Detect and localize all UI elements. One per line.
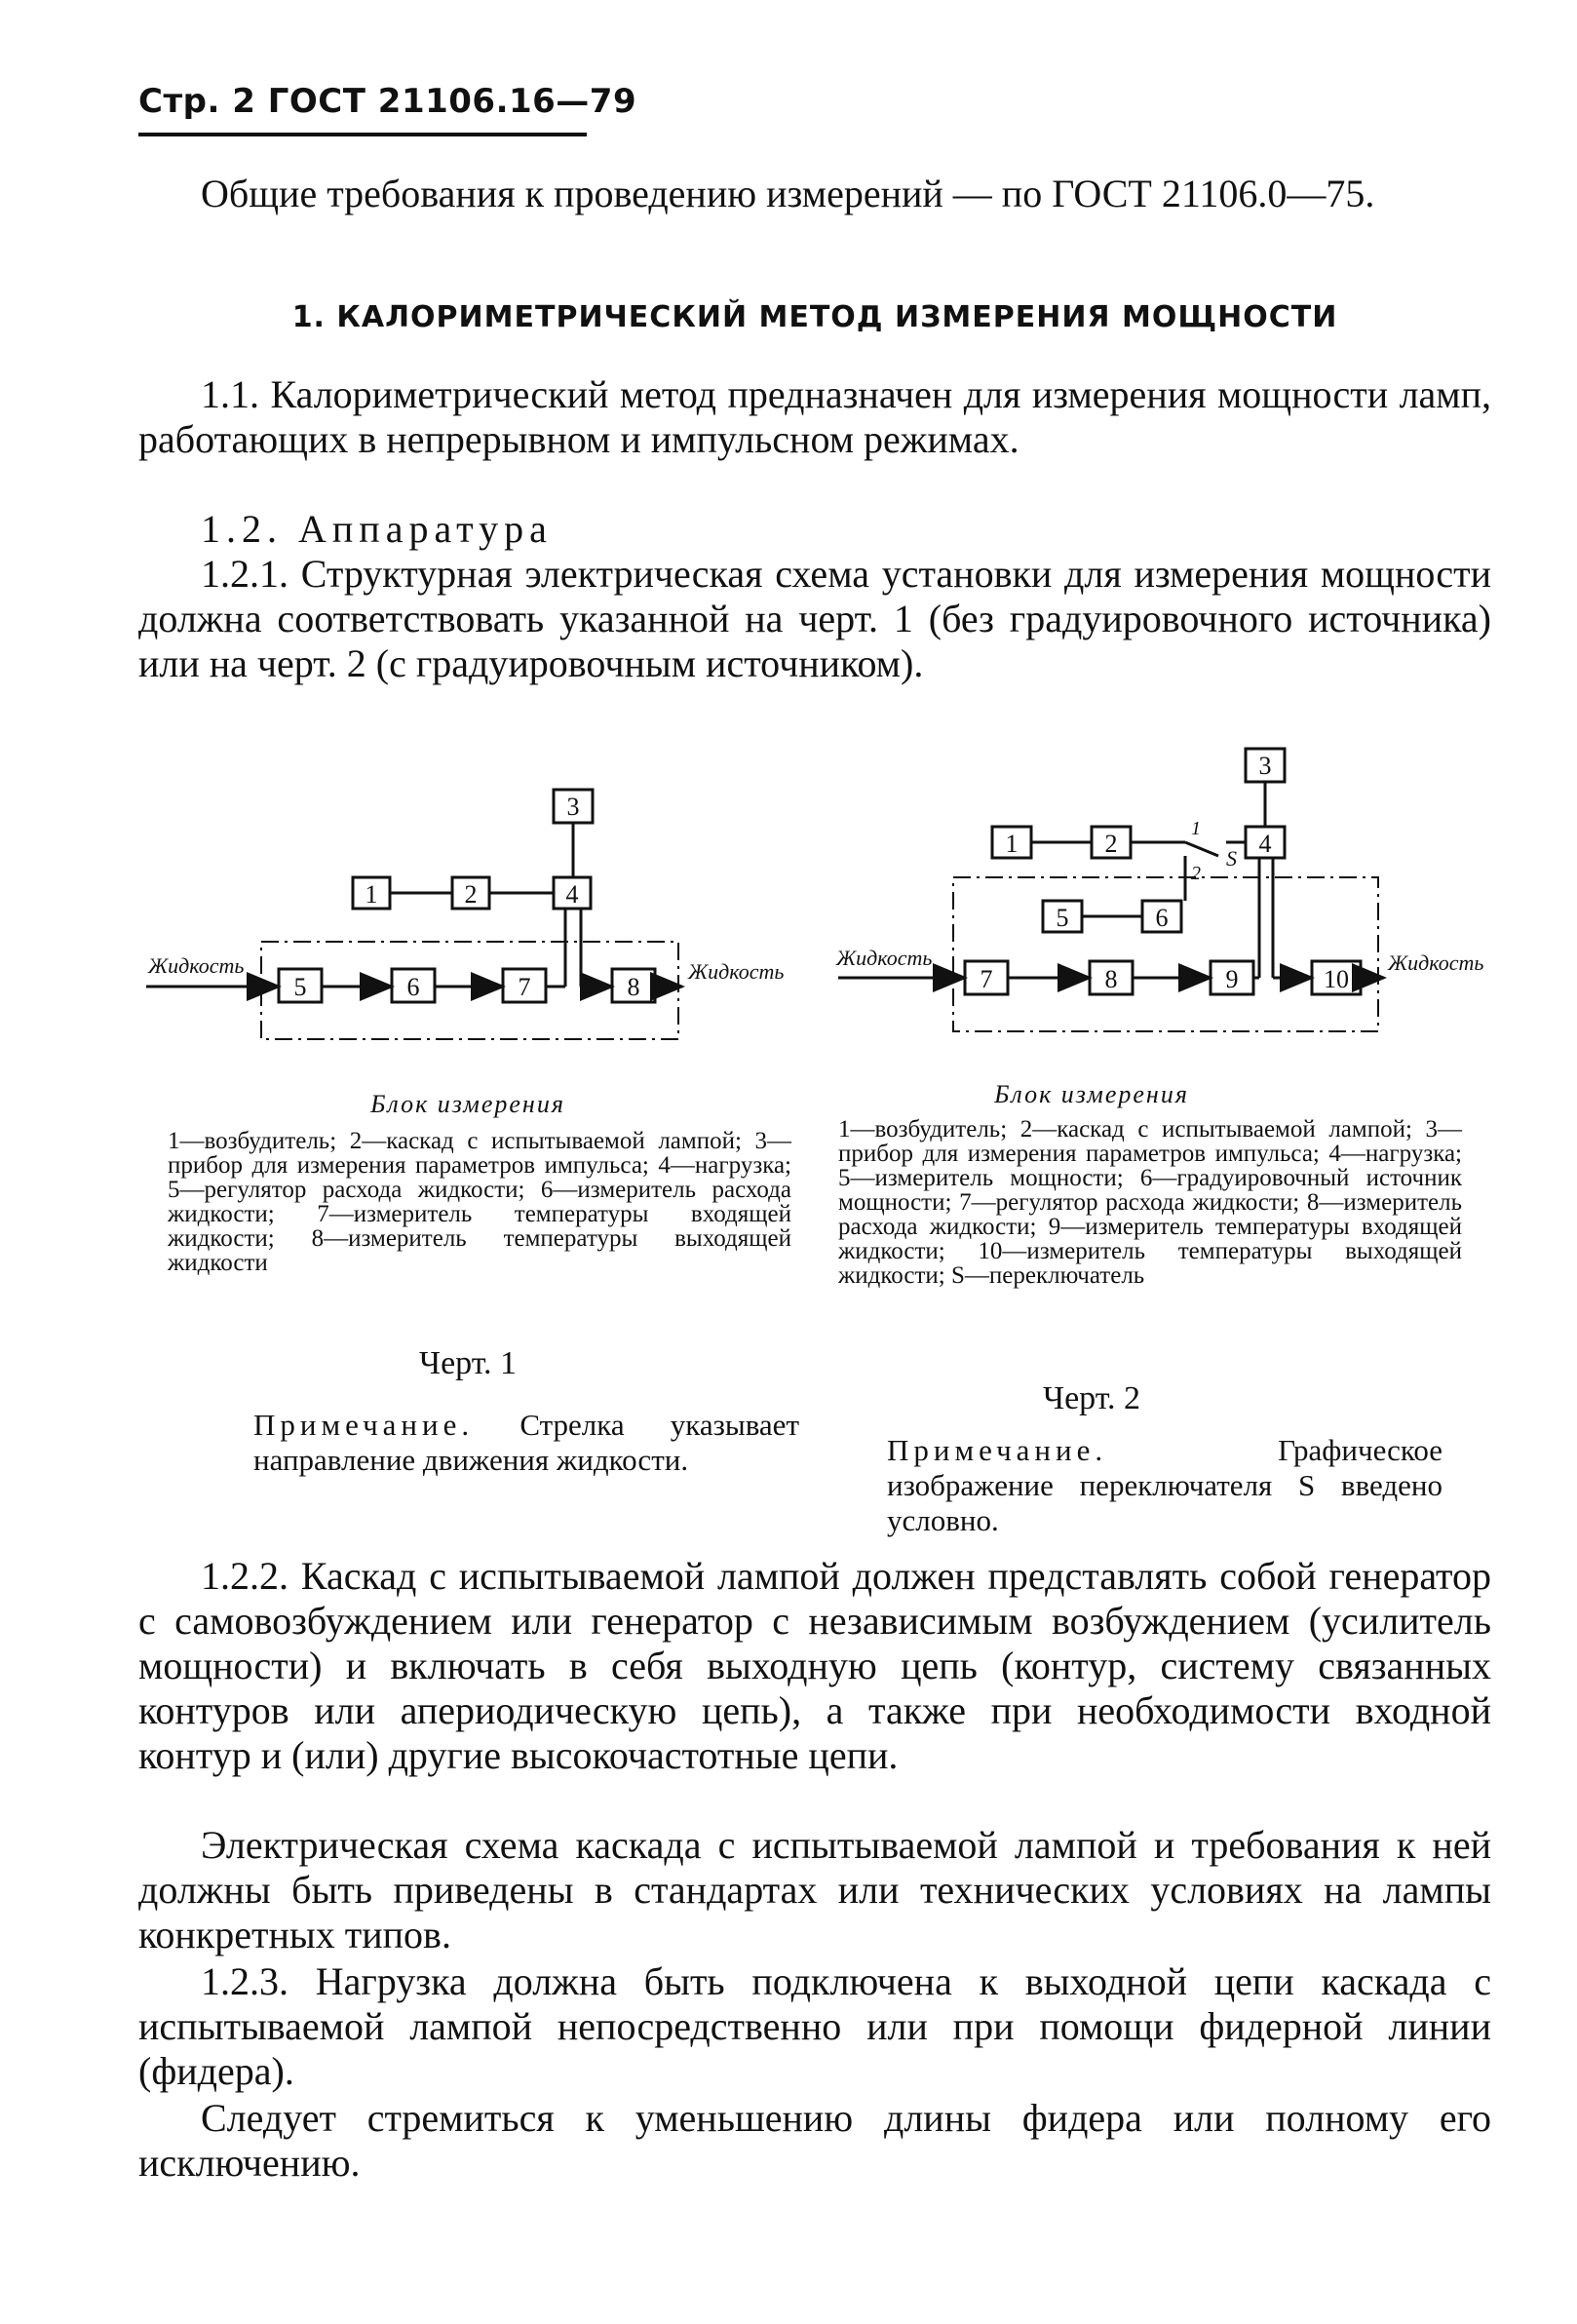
figure-1-diagram [136,770,838,1082]
header-rule [138,133,587,136]
fig1-note [253,1408,799,1478]
fig1-outlet-label: Жидкость [688,959,785,984]
fig1-inlet-label: Жидкость [148,953,245,978]
paragraph-1-2-3: 1.2.3. Нагрузка должна быть подключена к выходной цепи каскада с испытываемой лампой непосредственно или при помощи фидерной линии (фидера). [138,1959,1491,2093]
fig2-block-10: 10 [1324,965,1349,993]
fig2-note-label: Примечание. [887,1433,1108,1467]
fig1-note-text: Стрелка указывает направление движения жидкости. [253,1408,799,1477]
fig1-block-1: 1 [365,880,378,909]
fig2-outlet-label: Жидкость [1388,950,1484,975]
paragraph-1-1: 1.1. Калориметрический метод предназначен для измерения мощности ламп, работающих в непрерывном и импульсном режимах. [138,372,1491,461]
fig1-block-6: 6 [406,973,420,1001]
fig1-legend: 1—возбудитель; 2—каскад с испытываемой лампой; 3—прибор для измерения параметров импульса; 4—нагрузка; 5—регулятор расхода жидкости; 6—измеритель расхода жидкости; 7—измеритель температуры входящей жидкости; 8—измеритель температуры выходящей жидкости [168,1128,791,1276]
fig2-block-9: 9 [1225,965,1239,993]
fig2-block-5: 5 [1056,904,1069,932]
fig2-switch-pos-2: 2 [1191,863,1201,884]
fig2-block-1: 1 [1005,830,1019,858]
fig2-block-3: 3 [1258,752,1272,780]
fig2-block-7: 7 [980,965,993,993]
paragraph-1-2-heading: 1.2. Аппаратура [201,507,553,551]
fig1-block-5: 5 [293,973,307,1001]
paragraph-1-2-1: 1.2.1. Структурная электрическая схема установки для измерения мощности должна соответствовать указанной на черт. 1 (без градуировочного источника) или на черт. 2 (с градуировочным источником). [138,552,1491,685]
paragraph-1-2-2b: Электрическая схема каскада с испытываемой лампой и требования к ней должны быть приведены в стандартах или технических условиях на лампы конкретных типов. [138,1823,1491,1956]
paragraph-1-2-2: 1.2.2. Каскад с испытываемой лампой должен представлять собой генератор с самовозбуждением или генератор с независимым возбуждением (усилитель мощности) и включать в себя выходную цепь (контур, систему связанных контуров или апериодическую цепь), а также при необходимости входной контур и (или) другие высокочастотные цепи. [138,1554,1491,1777]
fig1-note-label: Примечание. [253,1408,475,1442]
fig2-block-4: 4 [1258,830,1272,858]
intro-paragraph: Общие требования к проведению измерений — по ГОСТ 21106.0—75. [201,172,1375,215]
page-header: Стр. 2 ГОСТ 21106.16—79 [138,82,637,121]
fig2-block-2: 2 [1104,830,1118,858]
fig2-note [887,1433,1442,1538]
fig2-note-text: Графическое изображение переключателя S введено условно. [887,1433,1442,1537]
fig2-legend: 1—возбудитель; 2—каскад с испытываемой лампой; 3—прибор для измерения параметров импульса; 4—нагрузка; 5—измеритель мощности; 6—градуировочный источник мощности; 7—регулятор расхода жидкости; 8—измеритель расхода жидкости; 9—измеритель температуры входящей жидкости; 10—измеритель температуры выходящей жидкости; S—переключатель [838,1116,1462,1289]
section-1-title: 1. КАЛОРИМЕТРИЧЕСКИЙ МЕТОД ИЗМЕРЕНИЯ МОЩНОСТИ [291,300,1338,334]
fig1-title: Блок измерения [370,1090,565,1118]
fig1-block-7: 7 [518,973,531,1001]
fig2-switch-label: S [1226,846,1237,871]
fig2-title: Блок измерения [994,1080,1189,1108]
fig1-block-3: 3 [566,793,580,821]
fig1-block-4: 4 [565,880,579,909]
fig2-inlet-label: Жидкость [836,946,933,970]
fig2-label: Черт. 2 [1042,1380,1141,1416]
paragraph-1-2-3b: Следует стремиться к уменьшению длины фидера или полному его исключению. [138,2096,1491,2185]
fig1-label: Черт. 1 [418,1345,518,1381]
fig1-block-2: 2 [464,880,478,909]
figure-2-diagram [828,739,1511,1100]
fig1-block-8: 8 [627,973,640,1001]
fig2-block-8: 8 [1104,965,1118,993]
fig2-block-6: 6 [1155,904,1169,932]
fig2-switch-pos-1: 1 [1191,818,1201,839]
